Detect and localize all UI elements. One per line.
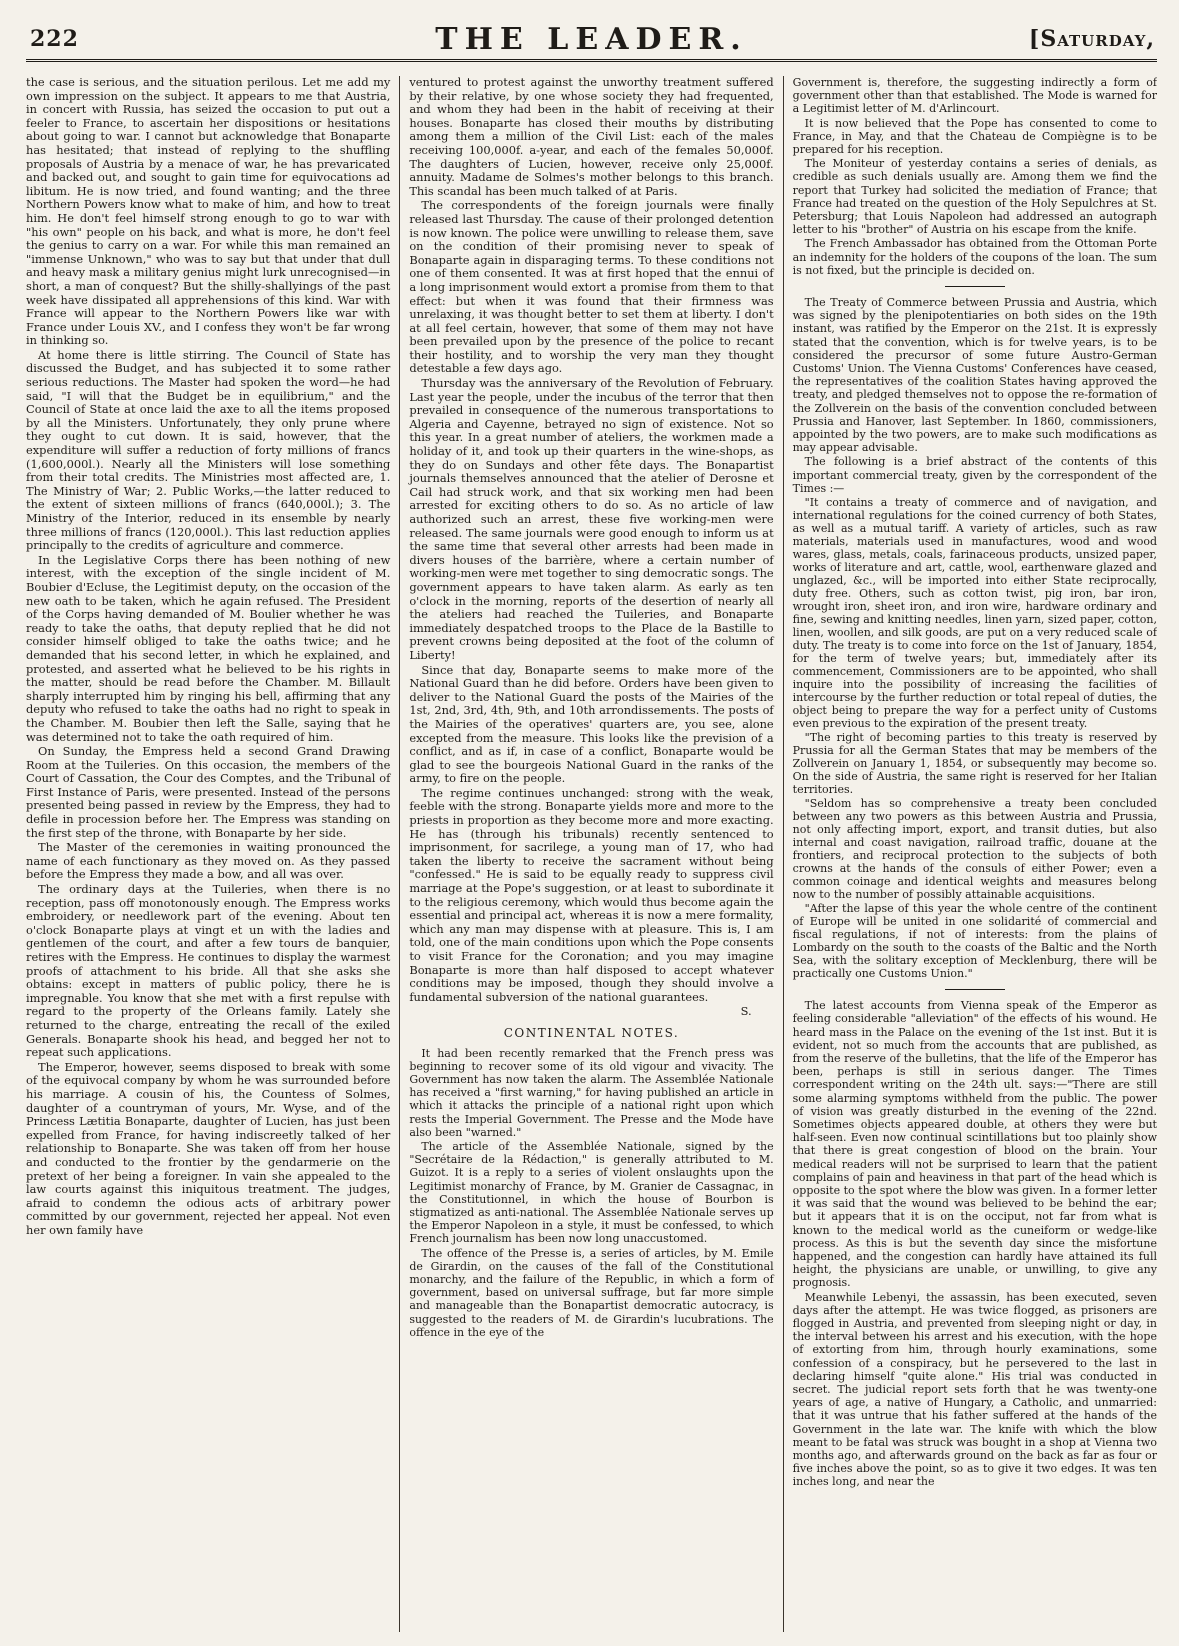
signature: S. — [740, 1004, 752, 1019]
paragraph: It had been recently remarked that the French press was beginning to recover some of its old vigour and vivacity. The Government has now taken the alarm. The Assemblée Nationale has received a "first warning," for having published an article in which it attacks the principle of a national right upon which rests the Imperial Government. The Presse and the Mode have also been "warned." — [409, 1046, 774, 1139]
section-heading: CONTINENTAL NOTES. — [503, 1025, 680, 1040]
paragraph: The correspondents of the foreign journals were finally released last Thursday. The cause of their prolonged detention is now known. The police were unwilling to release them, save on the condition of their promising never to speak of Bonaparte again in disparaging terms. To these conditions not one of them consented. It was at first hoped that the ennui of a long imprisonment would extort a promise from them to that effect: but when it was found that their firmness was unrelaxing, it was thought better to set them at liberty. I don't at all feel certain, however, that some of them may not have been prevailed upon by the presence of the police to recant their hostility, and to worship the very man they thought detestable a few days ago. — [409, 198, 774, 376]
paper-title: THE LEADER. — [435, 22, 748, 57]
paragraph: The Emperor, however, seems disposed to break with some of the equivocal company by whom he was surrounded before his marriage. A cousin of his, the Countess of Solmes, daughter of a countryman of yours, Mr. Wyse, and of the Princess Lætitia Bonaparte, daughter of Lucien, has just been expelled from France, for having indiscreetly talked of her relationship to Bonaparte. She was taken off from her house and conducted to the frontier by the gendarmerie on the pretext of her being a foreigner. In vain she appealed to the law courts against this iniquitous treatment. The judges, afraid to condemn the odious acts of arbitrary power committed by our government, rejected her appeal. Not even her own family have — [26, 1059, 391, 1237]
paragraph: the case is serious, and the situation perilous. Let me add my own impression on the subject. It appears to me that Austria, in concert with Russia, has seized the occasion to put out a feeler to France, to ascertain her dispositions or hesitations about going to war. I cannot but acknowledge that Bonaparte has hesitated; that instead of replying to the shuffling proposals of Austria by a menace of war, he has prevaricated and backed out, and sought to gain time for equivocations ad libitum. He is now tried, and found wanting; and the three Northern Powers know what to make of him, and how to treat him. He don't feel himself strong enough to go to war with "his own" people on his back, and what is more, he don't feel the genius to carry on a war. For while this man remained an "immense Unknown," who was to say but that under that dull and heavy mask a military genius might lurk unrecognised—in short, a man of conquest? But the shilly-shallyings of the past week have dissipated all apprehensions of this kind. War with France will appear to the Northern Powers like war with France under Louis XV., and I confess they won't be far wrong in thinking so. — [26, 76, 391, 348]
paragraph: Meanwhile Lebenyi, the assassin, has been executed, seven days after the attempt. He was twice flogged, as prisoners are flogged in Austria, and prevented from sleeping night or day, in the interval between his arrest and his execution, with the hope of extorting from him, through hourly examinations, some confession of a conspiracy, but he persevered to the last in declaring himself "quite alone." His trial was conducted in secret. The judicial report sets forth that he was twenty-one years of age, a native of Hungary, a Catholic, and unmarried: that it was untrue that his father suffered at the hands of the Government in the late war. The knife with which the blow meant to be fatal was struck was bought in a shop at Vienna two months ago, and afterwards ground on the back as far as four or five inches above the point, so as to give it two edges. It was ten inches long, and near the — [792, 1290, 1157, 1489]
quoted-paragraph: "After the lapse of this year the whole centre of the continent of Europe will be united in one solidarité of commercial and fiscal regulations, if not of interests: from the plains of Lombardy on the south to the coasts of the Baltic and the North Sea, with the solitary exception of Mecklenburg, there will be practically one Customs Union." — [792, 902, 1157, 981]
paragraph: The Treaty of Commerce between Prussia and Austria, which was signed by the plenipotentiaries on both sides on the 19th instant, was ratified by the Emperor on the 21st. It is expressly stated that the convention, which is for twelve years, is to be considered the precursor of some future Austro-German Customs' Union. The Vienna Customs' Conferences have ceased, the representatives of the coalition States having approved the treaty, and pledged themselves not to oppose the re-formation of the Zollverein on the basis of the convention concluded between Prussia and Hanover, last September. In 1860, commissioners, appointed by the two powers, are to make such modifications as may appear advisable. — [792, 296, 1157, 455]
paragraph: On Sunday, the Empress held a second Grand Drawing Room at the Tuileries. On this occasion, the members of the Court of Cassation, the Cour des Comptes, and the Tribunal of First Instance of Paris, were presented. Instead of the persons presented being passed in review by the Empress, they had to defile in procession before her. The Empress was standing on the first step of the throne, with Bonaparte by her side. — [26, 744, 391, 840]
paragraph: ventured to protest against the unworthy treatment suffered by their relative, by one whose society they had frequented, and whom they had been in the habit of receiving at their houses. Bonaparte has closed their mouths by distributing among them a million of the Civil List: each of the males receiving 100,000f. a-year, and each of the females 50,000f. The daughters of Lucien, however, receive only 25,000f. annuity. Madame de Solmes's mother belongs to this branch. This scandal has been much talked of at Paris. — [409, 76, 774, 198]
page-day: [Saturday, — [1028, 26, 1155, 52]
paragraph: Thursday was the anniversary of the Revolution of February. Last year the people, under the incubus of the terror that then prevailed in consequence of the numerous transportations to Algeria and Cayenne, betrayed no sign of existence. Not so this year. In a great number of ateliers, the workmen made a holiday of it, and took up their quarters in the wine-shops, as they do on Sundays and other fête days. The Bonapartist journals themselves announced that the atelier of Derosne et Cail had struck work, and that six working men had been arrested for exciting others to do so. As no article of law authorized such an arrest, these five working-men were released. The same journals were good enough to inform us at the same time that several other arrests had been made in divers houses of the barrière, where a certain number of working-men were met together to sing democratic songs. The government appears to have taken alarm. As early as ten o'clock in the morning, reports of the desertion of nearly all the ateliers had reached the Tuileries, and Bonaparte immediately despatched troops to the Place de la Bastille to prevent crowns being deposited at the foot of the column of Liberty! — [409, 376, 774, 662]
paragraph: The article of the Assemblée Nationale, signed by the "Secrétaire de la Rédaction," is generally attributed to M. Guizot. It is a reply to a series of violent onslaughts upon the Legitimist monarchy of France, by M. Granier de Cassagnac, in the Constitutionnel, in which the house of Bourbon is stigmatized as anti-national. The Assemblée Nationale serves up the Emperor Napoleon in a style, it must be confessed, to which French journalism has been now long unaccustomed. — [409, 1139, 774, 1246]
paragraph: The following is a brief abstract of the contents of this important commercial treaty, given by the correspondent of the Times :— — [792, 455, 1157, 495]
column-3 — [783, 76, 1157, 1632]
section-rule — [945, 989, 1005, 990]
quoted-paragraph: "The right of becoming parties to this treaty is reserved by Prussia for all the German States that may be members of the Zollverein on January 1, 1854, or subsequently may become so. On the side of Austria, the same right is reserved for her Italian territories. — [792, 731, 1157, 797]
paragraph: The latest accounts from Vienna speak of the Emperor as feeling considerable "alleviation" of the effects of his wound. He heard mass in the Palace on the evening of the 1st inst. But it is evident, not so much from the accounts that are published, as from the reserve of the bulletins, that the life of the Emperor has been, perhaps is still in serious danger. The Times correspondent writing on the 24th ult. says:—"There are still some alarming symptoms withheld from the public. The power of vision was greatly disturbed in the evening of the 22nd. Sometimes objects appeared double, at others they were but half-seen. Even now continual scintillations but too plainly show that there is great congestion of blood on the brain. Your medical readers will not be surprised to learn that the patient complains of pain and heaviness in that part of the head which is opposite to the spot where the blow was given. In a former letter it was said that the wound was believed to be behind the ear; but it appears that it is on the occiput, not far from what is known to the medical world as the cuneiform or wedge-like process. As this is but the seventh day since the misfortune happened, and the congestion can hardly have attained its full height, the physicians are unable, or unwilling, to give any prognosis. — [792, 999, 1157, 1290]
paragraph: The ordinary days at the Tuileries, when there is no reception, pass off monotonously enough. The Empress works embroidery, or needlework part of the evening. About ten o'clock Bonaparte plays at vingt et un with the ladies and gentlemen of the court, and after a few tours de banquier, retires with the Empress. He continues to display the warmest proofs of attachment to his bride. All that she asks she obtains: except in matters of public policy, there he is impregnable. You know that she met with a first repulse with regard to the property of the Orleans family. Lately she returned to the charge, entreating the recall of the exiled Generals. Bonaparte shook his head, and begged her not to repeat such applications. — [26, 882, 391, 1060]
paragraph: The French Ambassador has obtained from the Ottoman Porte an indemnity for the holders of the coupons of the loan. The sum is not fixed, but the principle is decided on. — [792, 237, 1157, 277]
paragraph: In the Legislative Corps there has been nothing of new interest, with the exception of the single incident of M. Boubier d'Ecluse, the Legitimist deputy, on the occasion of the new oath to be taken, which he again refused. The President of the Corps having demanded of M. Boulier whether he was ready to take the oaths, that deputy replied that he did not consider himself obliged to take the oaths twice; and he demanded that his second letter, in which he explained, and protested, and asserted what he believed to be his rights in the matter, should be read before the Chamber. M. Billault sharply interrupted him by ringing his bell, affirming that any deputy who refused to take the oaths had no right to speak in the Chamber. M. Boubier then left the Salle, saying that he was determined not to take the oath required of him. — [26, 552, 391, 744]
column-2 — [399, 76, 782, 1632]
paragraph: The offence of the Presse is, a series of articles, by M. Emile de Girardin, on the causes of the fall of the Constitutional monarchy, and the failure of the Republic, in which a form of government, based on universal suffrage, but far more simple and manageable than the Bonapartist democratic autocracy, is suggested to the readers of M. de Girardin's lucubrations. The offence in the eye of the — [409, 1246, 774, 1339]
masthead — [26, 18, 1157, 62]
paragraph: It is now believed that the Pope has consented to come to France, in May, and that the Chateau de Compiègne is to be prepared for his reception. — [792, 116, 1157, 157]
paragraph: Government is, therefore, the suggesting indirectly a form of government other than that established. The Mode is warned for a Legitimist letter of M. d'Arlincourt. — [792, 76, 1157, 116]
paragraph: The regime continues unchanged: strong with the weak, feeble with the strong. Bonaparte yields more and more to the priests in proportion as they become more and more exacting. He has (through his tribunals) recently sentenced to imprisonment, for sacrilege, a young man of 17, who had taken the liberty to receive the sacrament without being "confessed." He is said to be equally ready to suppress civil marriage at the Pope's suggestion, or at least to subordinate it to the religious ceremony, which would thus become again the essential and principal act, whereas it is now a mere formality, which any man may dispense with at pleasure. This is, I am told, one of the main conditions upon which the Pope consents to visit France for the Coronation; and you may imagine Bonaparte is more than half disposed to accept whatever conditions may be imposed, though they should involve a fundamental subversion of the national guarantees. — [409, 785, 774, 1004]
quoted-paragraph: "It contains a treaty of commerce and of navigation, and international regulations for the coined currency of both States, as well as a mutual tariff. A variety of articles, such as raw materials, materials used in manufactures, wood and wood wares, glass, metals, coals, farinaceous products, unsized paper, works of literature and art, cattle, wool, earthenware glazed and unglazed, &c., will be imported into either State reciprocally, duty free. Others, such as cotton twist, pig iron, bar iron, wrought iron, sheet iron, and iron wire, hardware ordinary and fine, sewing and knitting needles, linen yarn, sized paper, cotton, linen, woollen, and silk goods, are put on a very reduced scale of duty. The treaty is to come into force on the 1st of January, 1854, for the term of twelve years; but, immediately after its commencement, Commissioners are to be appointed, who shall inquire into the possibility of increasing the facilities of intercourse by the further reduction or total repeal of duties, the object being to prepare the way for a perfect unity of Customs even previous to the expiration of the present treaty. — [792, 496, 1157, 731]
page-number: 222 — [30, 26, 79, 52]
paragraph: The Master of the ceremonies in waiting pronounced the name of each functionary as they moved on. As they passed before the Empress they made a bow, and all was over. — [26, 840, 391, 882]
section-rule — [945, 286, 1005, 287]
paragraph: Since that day, Bonaparte seems to make more of the National Guard than he did before. Orders have been given to deliver to the National Guard the posts of the Mairies of the 1st, 2nd, 3rd, 4th, 9th, and 10th arrondissements. The posts of the Mairies of the operatives' quarters are, you see, alone excepted from the measure. This looks like the prevision of a conflict, and as if, in case of a conflict, Bonaparte would be glad to see the bourgeois National Guard in the ranks of the army, to fire on the people. — [409, 662, 774, 786]
paragraph: At home there is little stirring. The Council of State has discussed the Budget, and has subjected it to some rather serious reductions. The Master had spoken the word—he had said, "I will that the Budget be in equilibrium," and the Council of State at once laid the axe to all the items proposed by all the Ministers. Unfortunately, they only prune where they ought to cut down. It is said, however, that the expenditure will suffer a reduction of forty millions of francs (1,600,000l.). Nearly all the Ministers will lose something from their total credits. The Ministries most affected are, 1. The Ministry of War; 2. Public Works,—the latter reduced to the extent of sixteen millions of francs (640,000l.); 3. The Ministry of the Interior, reduced in its ensemble by nearly three millions of francs (120,000l.). This last reduction applies principally to the credits of agriculture and commerce. — [26, 347, 391, 553]
column-1 — [26, 76, 399, 1632]
paragraph: The Moniteur of yesterday contains a series of denials, as credible as such denials usually are. Among them we find the report that Turkey had solicited the mediation of France; that France had treated on the question of the Holy Sepulchres at St. Petersburg; that Louis Napoleon had addressed an autograph letter to his "brother" of Austria on his escape from the knife. — [792, 157, 1157, 237]
columns — [26, 76, 1157, 1632]
quoted-paragraph: "Seldom has so comprehensive a treaty been concluded between any two powers as this between Austria and Prussia, not only affecting import, export, and transit duties, but also internal and coast navigation, railroad traffic, douane at the frontiers, and reciprocal protection to the subjects of both crowns at the hands of the consuls of either Power; even a common coinage and identical weights and measures belong now to the number of possibly attainable acquisitions. — [792, 797, 1157, 902]
